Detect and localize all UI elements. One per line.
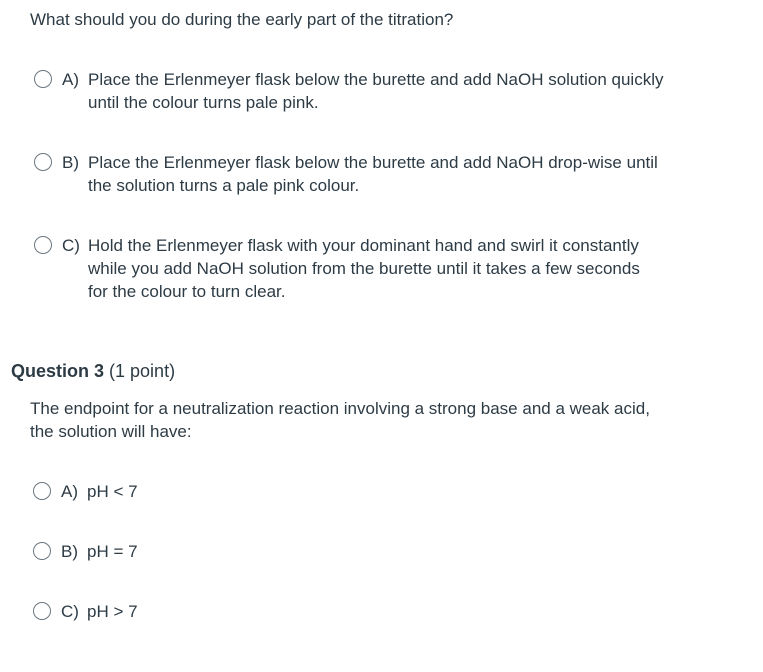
radio-button[interactable] — [34, 153, 52, 171]
option-letter: A) — [61, 482, 78, 501]
option-letter: B) — [61, 542, 78, 561]
q3-option-a[interactable] — [33, 480, 138, 503]
q3-option-b[interactable] — [33, 540, 138, 563]
option-letter: B) — [62, 153, 79, 172]
option-letter: A) — [62, 70, 79, 89]
option-text: pH > 7 — [87, 602, 138, 621]
question-title: Question 3 — [11, 361, 105, 381]
radio-button[interactable] — [34, 70, 52, 88]
question-points: (1 point) — [109, 361, 176, 381]
option-text: pH < 7 — [87, 482, 138, 501]
question-3-prompt: The endpoint for a neutralization reaction involving a strong base and a weak acid, the solution will have: — [30, 399, 650, 441]
radio-button[interactable] — [33, 602, 51, 620]
question-2-prompt: What should you do during the early part of the titration? — [30, 10, 454, 29]
option-letter: C) — [61, 602, 79, 621]
option-letter: C) — [62, 236, 80, 255]
option-text: pH = 7 — [87, 542, 138, 561]
option-text: Place the Erlenmeyer flask below the burette and add NaOH drop-wise until the solution turns a pale pink colour. — [88, 153, 658, 195]
question-3-heading — [11, 361, 175, 382]
q2-option-a[interactable] — [34, 68, 663, 114]
q3-option-c[interactable] — [33, 600, 138, 623]
radio-button[interactable] — [33, 482, 51, 500]
radio-button[interactable] — [33, 542, 51, 560]
radio-button[interactable] — [34, 236, 52, 254]
option-text: Hold the Erlenmeyer flask with your dominant hand and swirl it constantly while you add NaOH solution from the burette until it takes a few seconds for the colour to turn clear. — [88, 236, 640, 301]
q2-option-c[interactable] — [34, 234, 640, 303]
q2-option-b[interactable] — [34, 151, 658, 197]
option-text: Place the Erlenmeyer flask below the burette and add NaOH solution quickly until the colour turns pale pink. — [88, 70, 664, 112]
